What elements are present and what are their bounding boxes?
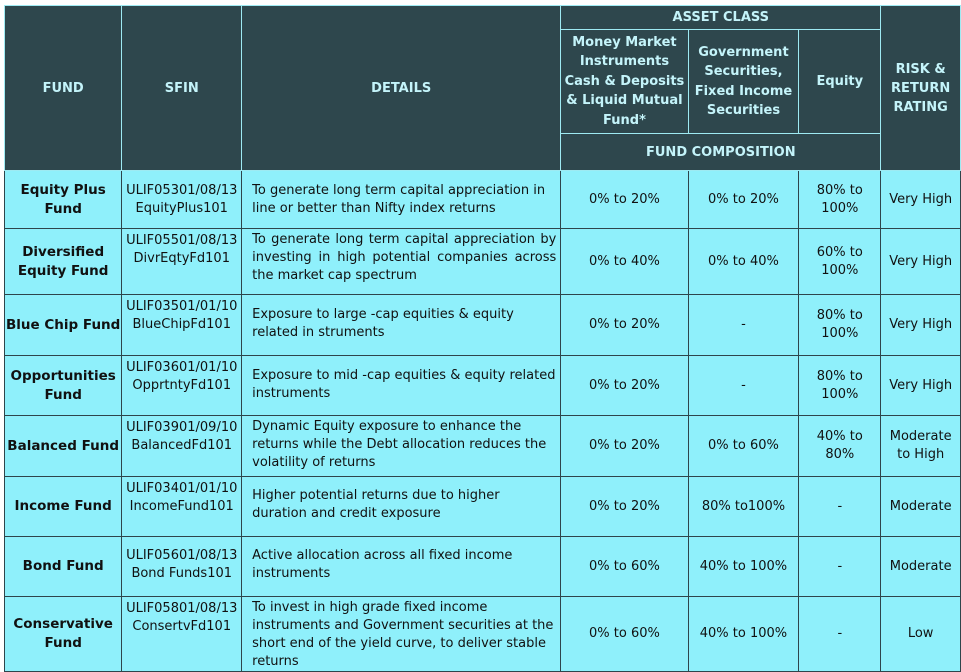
sfin-cell xyxy=(122,356,242,416)
header-details: DETAILS xyxy=(242,6,561,171)
sfin-cell xyxy=(122,477,242,537)
government-securities-allocation: 80% to100% xyxy=(688,477,799,537)
fund-name: Diversified Equity Fund xyxy=(5,229,122,295)
sfin-cell xyxy=(122,537,242,597)
sfin-name: EquityPlus101 xyxy=(135,200,228,216)
government-securities-allocation: - xyxy=(688,356,799,416)
sfin-name: BalancedFd101 xyxy=(131,438,233,453)
sfin-cell xyxy=(122,295,242,356)
equity-allocation: 80% to 100% xyxy=(799,356,881,416)
sfin-code: ULIF03601/01/10 xyxy=(126,360,238,375)
fund-table-container xyxy=(4,5,961,672)
fund-details: Higher potential returns due to higher duration and credit exposure xyxy=(242,477,561,537)
equity-allocation: - xyxy=(799,477,881,537)
fund-name: Conservative Fund xyxy=(5,597,122,672)
table-row xyxy=(5,597,961,672)
table-row xyxy=(5,477,961,537)
sfin-cell xyxy=(122,597,242,672)
sfin-name: BlueChipFd101 xyxy=(132,317,231,332)
money-market-allocation: 0% to 60% xyxy=(561,597,688,672)
fund-name: Equity Plus Fund xyxy=(5,171,122,229)
sfin-code: ULIF05501/08/13 xyxy=(126,233,238,248)
money-market-allocation: 0% to 20% xyxy=(561,295,688,356)
money-market-allocation: 0% to 60% xyxy=(561,537,688,597)
fund-details: To generate long term capital appreciation in line or better than Nifty index returns xyxy=(242,171,561,229)
risk-rating: Moderate xyxy=(881,477,961,537)
money-market-allocation: 0% to 20% xyxy=(561,356,688,416)
table-row xyxy=(5,295,961,356)
risk-rating: Low xyxy=(881,597,961,672)
sfin-cell xyxy=(122,229,242,295)
government-securities-allocation: - xyxy=(688,295,799,356)
table-row xyxy=(5,229,961,295)
government-securities-allocation: 0% to 20% xyxy=(688,171,799,229)
sfin-code: ULIF05601/08/13 xyxy=(126,548,238,563)
header-risk-return-rating: RISK & RETURN RATING xyxy=(881,6,961,171)
header-equity: Equity xyxy=(799,30,881,134)
table-row xyxy=(5,356,961,416)
fund-details: Exposure to large -cap equities & equity related in struments xyxy=(242,295,561,356)
fund-name: Blue Chip Fund xyxy=(5,295,122,356)
fund-composition-table xyxy=(4,5,961,672)
table-body xyxy=(5,171,961,672)
fund-details: Active allocation across all fixed income instruments xyxy=(242,537,561,597)
government-securities-allocation: 40% to 100% xyxy=(688,597,799,672)
equity-allocation: 80% to 100% xyxy=(799,295,881,356)
equity-allocation: 40% to 80% xyxy=(799,416,881,477)
government-securities-allocation: 40% to 100% xyxy=(688,537,799,597)
header-asset-class: ASSET CLASS xyxy=(561,6,881,30)
risk-rating: Very High xyxy=(881,229,961,295)
sfin-code: ULIF03401/01/10 xyxy=(126,481,238,496)
table-row xyxy=(5,537,961,597)
equity-allocation: - xyxy=(799,537,881,597)
equity-allocation: 60% to 100% xyxy=(799,229,881,295)
equity-allocation: - xyxy=(799,597,881,672)
money-market-allocation: 0% to 20% xyxy=(561,477,688,537)
fund-name: Balanced Fund xyxy=(5,416,122,477)
risk-rating: Moderate to High xyxy=(881,416,961,477)
money-market-allocation: 0% to 20% xyxy=(561,416,688,477)
sfin-name: ConsertvFd101 xyxy=(132,619,232,634)
equity-allocation: 80% to 100% xyxy=(799,171,881,229)
header-fund-composition: FUND COMPOSITION xyxy=(561,134,881,171)
header-fund: FUND xyxy=(5,6,122,171)
money-market-allocation: 0% to 20% xyxy=(561,171,688,229)
fund-details: To generate long term capital appreciation by investing in high potential companies across the market cap spectrum xyxy=(242,229,561,295)
government-securities-allocation: 0% to 40% xyxy=(688,229,799,295)
header-sfin: SFIN xyxy=(122,6,242,171)
risk-rating: Moderate xyxy=(881,537,961,597)
sfin-name: OpprtntyFd101 xyxy=(132,378,232,393)
government-securities-allocation: 0% to 60% xyxy=(688,416,799,477)
risk-rating: Very High xyxy=(881,171,961,229)
fund-details: Exposure to mid -cap equities & equity related instruments xyxy=(242,356,561,416)
fund-details: Dynamic Equity exposure to enhance the returns while the Debt allocation reduces the volatility of returns xyxy=(242,416,561,477)
sfin-name: DivrEqtyFd101 xyxy=(133,251,230,266)
table-row xyxy=(5,416,961,477)
sfin-cell xyxy=(122,171,242,229)
sfin-code: ULIF05801/08/13 xyxy=(126,601,238,616)
fund-name: Income Fund xyxy=(5,477,122,537)
fund-name: Bond Fund xyxy=(5,537,122,597)
sfin-cell xyxy=(122,416,242,477)
money-market-allocation: 0% to 40% xyxy=(561,229,688,295)
table-row xyxy=(5,171,961,229)
fund-details: To invest in high grade fixed income instruments and Government securities at the short end of the yield curve, to deliver stable returns xyxy=(242,597,561,672)
risk-rating: Very High xyxy=(881,356,961,416)
fund-name: Opportunities Fund xyxy=(5,356,122,416)
sfin-name: Bond Funds101 xyxy=(131,566,233,581)
sfin-code: ULIF03501/01/10 xyxy=(126,299,238,314)
sfin-code: ULIF05301/08/13 xyxy=(126,182,238,198)
risk-rating: Very High xyxy=(881,295,961,356)
sfin-name: IncomeFund101 xyxy=(129,499,234,514)
header-government-securities: Government Securities, Fixed Income Securities xyxy=(688,30,799,134)
header-money-market: Money Market Instruments Cash & Deposits & Liquid Mutual Fund* xyxy=(561,30,688,134)
sfin-code: ULIF03901/09/10 xyxy=(126,420,238,435)
table-header xyxy=(5,6,961,171)
